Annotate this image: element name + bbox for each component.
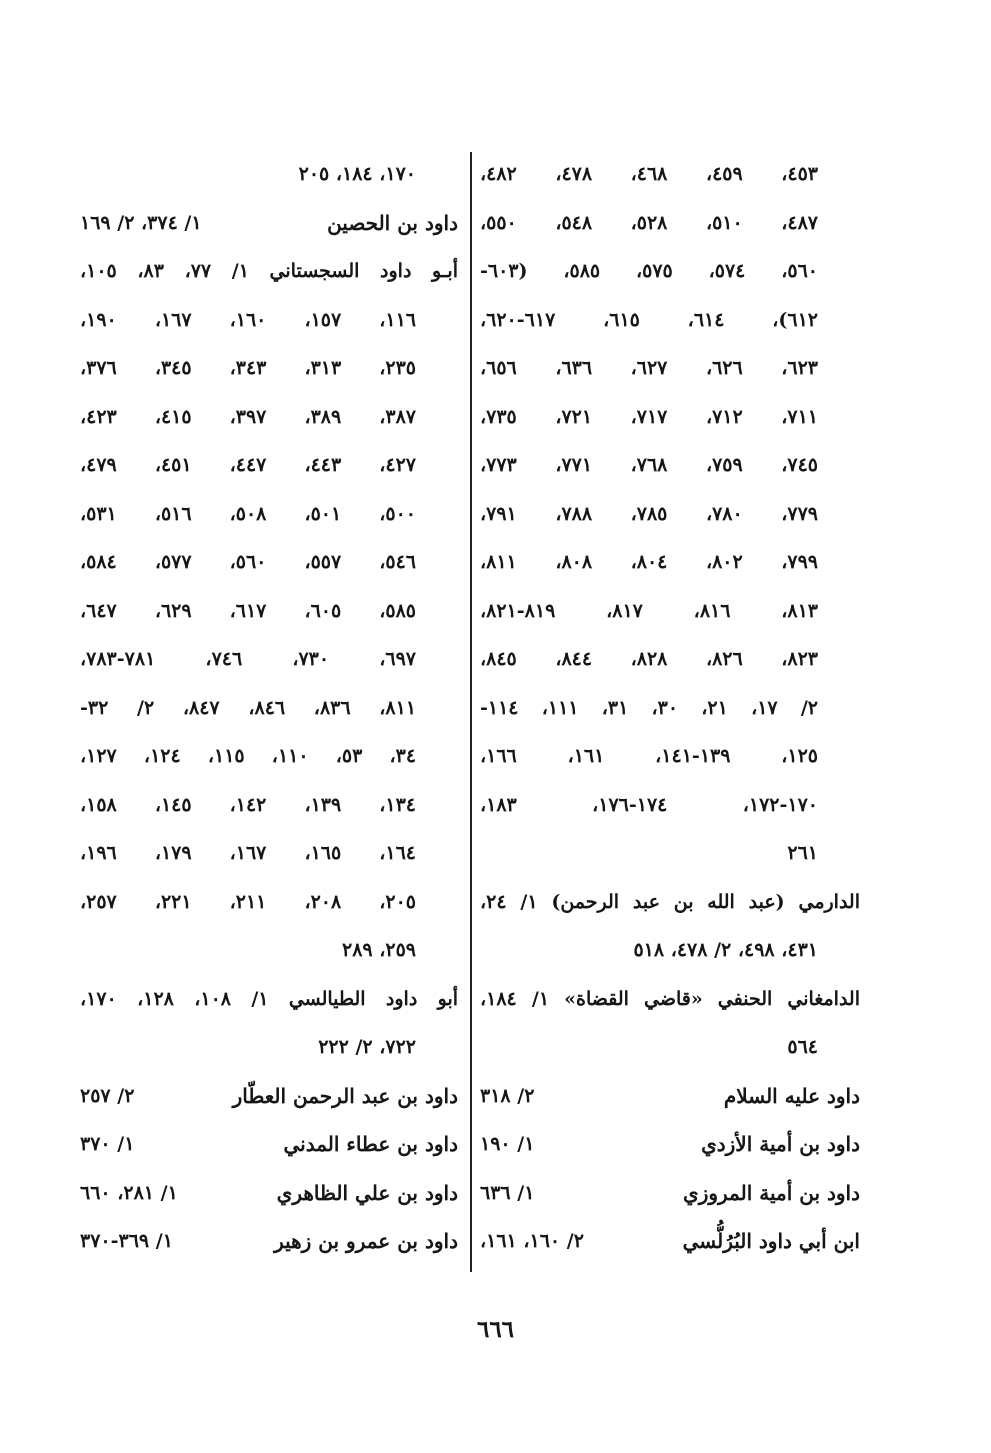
index-continuation-line [480,926,860,975]
line-text: ٥٨٥، ٦٠٥، ٦١٧، ٦٢٩، ٦٤٧، [80,599,417,622]
entry-name: داود بن عبد الرحمن العطّار [232,1083,458,1108]
index-continuation-line [80,344,458,393]
index-entry [480,1169,860,1218]
entry-page-refs: ١/ ١٩٠ [480,1133,535,1155]
line-text: ١٢٥، ١٣٩-١٤١، ١٦١، ١٦٦، [480,745,819,767]
entry-name: داود بن عطاء المدني [283,1132,458,1156]
line-text: ٥٦٤ [787,1036,818,1058]
column-divider [470,152,472,1272]
index-continuation-line [480,150,860,199]
index-continuation-line [80,684,458,733]
entry-page-refs: ١/ ٣٦٩-٣٧٠ [80,1230,173,1252]
line-text: الدارمي (عبد الله بن عبد الرحمن) ١/ ٢٤، [480,890,860,913]
index-entry-line [480,975,860,1024]
line-text: ٤٢٧، ٤٤٣، ٤٤٧، ٤٥١، ٤٧٩، [80,454,417,476]
line-text: ٢٥٩، ٢٨٩ [342,939,416,961]
entry-name: داود بن علي الظاهري [276,1180,458,1205]
index-continuation-line [480,781,860,830]
entry-name: داود بن أمية الأزدي [701,1132,860,1156]
right-column [480,150,860,1266]
entry-page-refs: ١/ ٦٣٦ [480,1181,535,1204]
index-continuation-line [480,441,860,490]
entry-page-refs: ٢/ ٢٥٧ [80,1084,135,1107]
line-text: ٧٩٩، ٨٠٢، ٨٠٤، ٨٠٨، ٨١١، [480,551,819,573]
entry-name: داود بن عمرو بن زهير [274,1229,458,1253]
index-continuation-line [480,1023,860,1072]
page-number: ٦٦٦ [476,1316,515,1343]
line-text: ٤٣١، ٤٩٨، ٢/ ٤٧٨، ٥١٨ [633,939,818,961]
index-continuation-line [480,732,860,781]
line-text: ١٦٤، ١٦٥، ١٦٧، ١٧٩، ١٩٦، [80,842,417,864]
entry-page-refs: ١/ ٢٨١، ٦٦٠ [80,1181,178,1204]
entry-page-refs: ١/ ٣٧٤، ٢/ ١٦٩ [80,211,202,234]
index-continuation-line [80,587,458,636]
line-text: ٥٠٠، ٥٠١، ٥٠٨، ٥١٦، ٥٣١، [80,502,417,525]
index-entry-line [480,878,860,927]
index-entry [80,1169,458,1218]
index-entry [480,1120,860,1169]
index-continuation-line [80,878,458,927]
index-continuation-line [480,199,860,248]
index-continuation-line [80,781,458,830]
line-text: ٢٠٥، ٢٠٨، ٢١١، ٢٢١، ٢٥٧، [80,890,417,913]
entry-page-refs: ١/ ٣٧٠ [80,1133,135,1155]
line-text: ١٣٤، ١٣٩، ١٤٢، ١٤٥، ١٥٨، [80,793,417,816]
line-text: ١٧٠، ١٨٤، ٢٠٥ [298,163,416,185]
line-text: ٨١١، ٨٣٦، ٨٤٦، ٨٤٧، ٢/ ٣٢- [80,696,417,719]
index-continuation-line [80,732,458,781]
index-entry [80,1120,458,1169]
index-entry-line [80,247,458,296]
line-text: أبو داود الطيالسي ١/ ١٠٨، ١٢٨، ١٧٠، [80,987,458,1010]
line-text: ٢٣٥، ٣١٣، ٣٤٣، ٣٤٥، ٣٧٦، [80,357,417,379]
index-continuation-line [480,247,860,296]
index-continuation-line [80,490,458,539]
line-text: ٣٤، ٥٣، ١١٠، ١١٥، ١٢٤، ١٢٧، [80,745,417,767]
line-text: ٧٤٥، ٧٥٩، ٧٦٨، ٧٧١، ٧٧٣، [480,454,819,476]
index-entry [80,1217,458,1266]
line-text: ٢٦١ [787,842,818,864]
entry-name: داود عليه السلام [723,1083,860,1108]
index-continuation-line [480,684,860,733]
index-continuation-line [80,441,458,490]
line-text: ٦٢٣، ٦٢٦، ٦٢٧، ٦٣٦، ٦٥٦، [480,357,819,379]
index-continuation-line [480,344,860,393]
line-text: ٧١١، ٧١٢، ٧١٧، ٧٢١، ٧٣٥، [480,405,819,428]
index-continuation-line [80,635,458,684]
line-text: ٨٢٣، ٨٢٦، ٨٢٨، ٨٤٤، ٨٤٥، [480,648,819,670]
index-entry [480,1217,860,1266]
index-continuation-line [480,393,860,442]
index-continuation-line [80,296,458,345]
line-text: ٤٥٣، ٤٥٩، ٤٦٨، ٤٧٨، ٤٨٢، [480,163,819,185]
line-text: ٧٢٢، ٢/ ٢٢٢ [318,1036,416,1058]
index-entry-line [80,975,458,1024]
index-continuation-line [480,490,860,539]
line-text: أبـو داود السجستاني ١/ ٧٧، ٨٣، ١٠٥، [80,260,458,282]
entry-page-refs: ٢/ ٣١٨ [480,1084,535,1107]
line-text: ٥٦٠، ٥٧٤، ٥٧٥، ٥٨٥، (٦٠٣- [480,260,818,282]
index-entry [80,199,458,248]
line-text: ٢/ ١٧، ٢١، ٣٠، ٣١، ١١١، ١١٤- [480,696,819,719]
index-continuation-line [480,296,860,345]
entry-page-refs: ٢/ ١٦٠، ١٦١، [480,1230,584,1252]
line-text: ٥٤٦، ٥٥٧، ٥٦٠، ٥٧٧، ٥٨٤، [80,551,417,573]
entry-name: داود بن الحصين [327,210,458,235]
left-column [80,150,458,1266]
line-text: ٧٧٩، ٧٨٠، ٧٨٥، ٧٨٨، ٧٩١، [480,502,819,525]
line-text: ٦١٢)، ٦١٤، ٦١٥، ٦١٧-٦٢٠، [480,308,818,331]
line-text: ١٧٠-١٧٢، ١٧٤-١٧٦، ١٨٣، [480,793,819,816]
index-continuation-line [480,829,860,878]
index-continuation-line [480,635,860,684]
index-continuation-line [80,150,458,199]
entry-name: داود بن أمية المروزي [683,1180,860,1205]
index-continuation-line [480,538,860,587]
index-continuation-line [80,829,458,878]
line-text: ٣٨٧، ٣٨٩، ٣٩٧، ٤١٥، ٤٢٣، [80,405,417,428]
line-text: الدامغاني الحنفي «قاضي القضاة» ١/ ١٨٤، [480,987,860,1010]
index-continuation-line [80,538,458,587]
line-text: ٨١٣، ٨١٦، ٨١٧، ٨١٩-٨٢١، [480,599,819,622]
index-continuation-line [480,587,860,636]
index-continuation-line [80,926,458,975]
line-text: ١١٦، ١٥٧، ١٦٠، ١٦٧، ١٩٠، [80,308,417,331]
line-text: ٦٩٧، ٧٣٠، ٧٤٦، ٧٨١-٧٨٣، [80,648,416,670]
line-text: ٤٨٧، ٥١٠، ٥٢٨، ٥٤٨، ٥٥٠، [480,211,819,234]
index-continuation-line [80,1023,458,1072]
entry-name: ابن أبي داود البُرُلُّسي [682,1229,860,1253]
index-entry [480,1072,860,1121]
index-entry [80,1072,458,1121]
index-continuation-line [80,393,458,442]
